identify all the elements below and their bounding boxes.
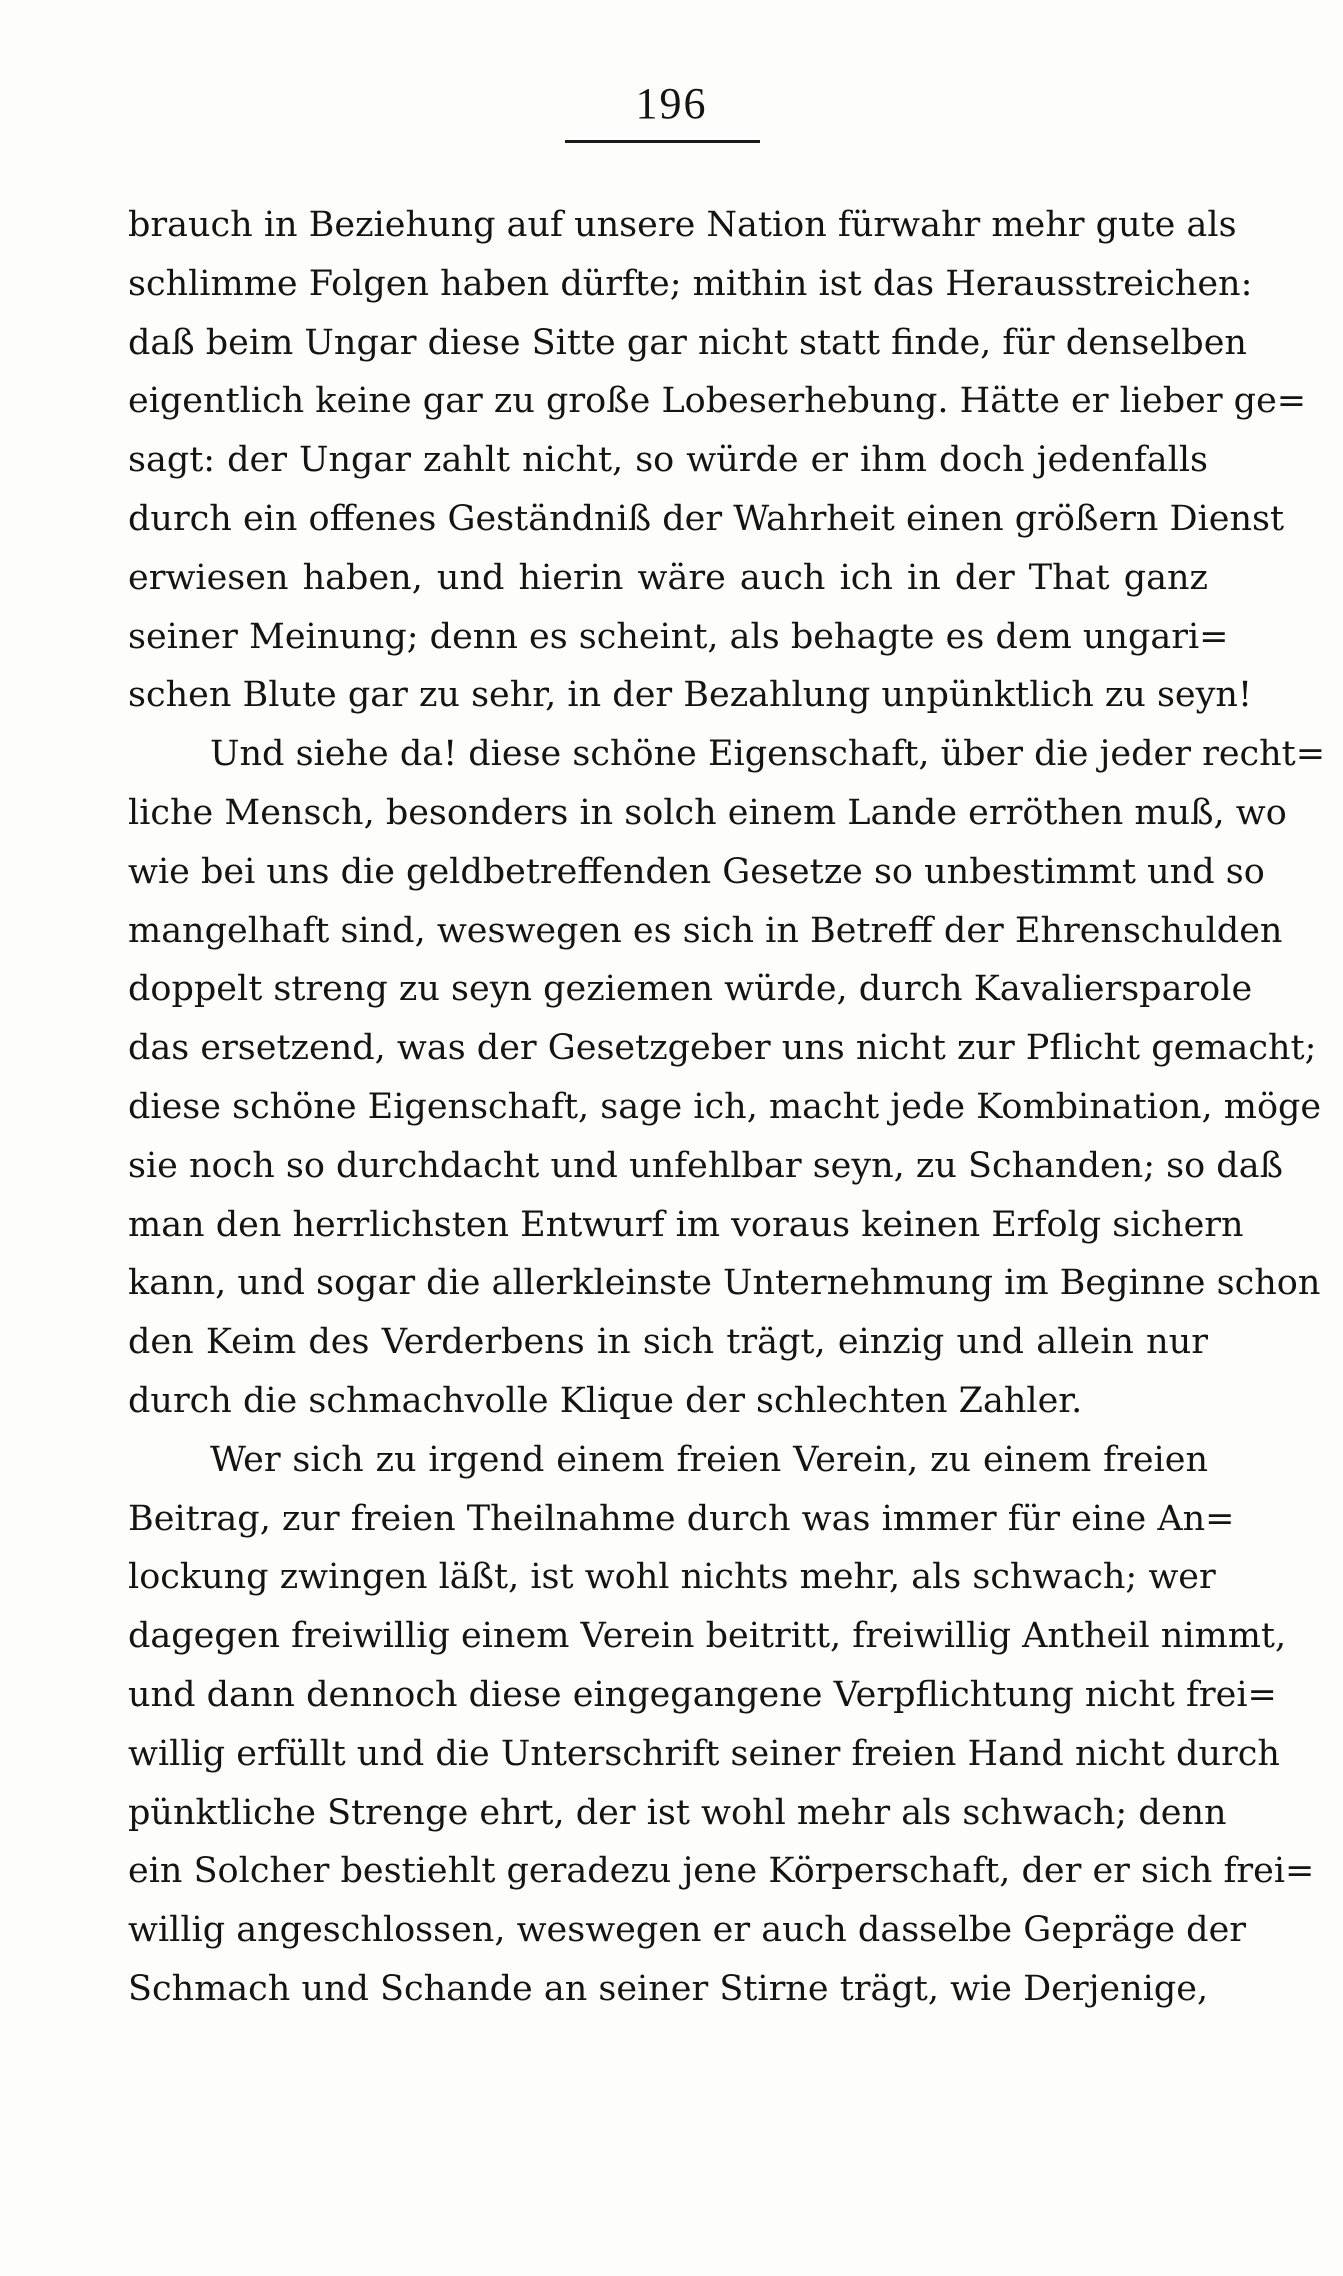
text-line: durch die schmachvolle Klique der schlechten Zahler.	[128, 1380, 1083, 1421]
text-line: doppelt streng zu seyn geziemen würde, durch Kavaliersparole	[128, 969, 1253, 1010]
text-line: lockung zwingen läßt, ist wohl nichts mehr, als schwach; wer	[128, 1557, 1216, 1598]
text-line: Und siehe da! diese schöne Eigenschaft, über die jeder recht=	[210, 734, 1326, 775]
text-line: schen Blute gar zu sehr, in der Bezahlung unpünktlich zu seyn!	[128, 675, 1253, 716]
text-line: dagegen freiwillig einem Verein beitritt, freiwillig Antheil nimmt,	[128, 1616, 1287, 1657]
text-line: schlimme Folgen haben dürfte; mithin ist das Herausstreichen:	[128, 263, 1253, 304]
text-line: brauch in Beziehung auf unsere Nation fürwahr mehr gute als	[128, 205, 1237, 245]
text-line: und dann dennoch diese eingegangene Verpflichtung nicht frei=	[128, 1674, 1277, 1715]
text-line: Schmach und Schande an seiner Stirne trägt, wie Derjenige,	[128, 1968, 1209, 2009]
text-line: Beitrag, zur freien Theilnahme durch was immer für eine An=	[128, 1498, 1235, 1539]
text-line: sagt: der Ungar zahlt nicht, so würde er ihm doch jedenfalls	[128, 440, 1208, 481]
text-line: ein Solcher bestiehlt geradezu jene Körperschaft, der er sich frei=	[128, 1851, 1315, 1892]
text-line: willig angeschlossen, weswegen er auch dasselbe Gepräge der	[128, 1910, 1247, 1951]
text-line: mangelhaft sind, weswegen es sich in Betreff der Ehrenschulden	[128, 910, 1283, 951]
text-line: durch ein offenes Geständniß der Wahrheit einen größern Dienst	[128, 498, 1285, 539]
text-line: daß beim Ungar diese Sitte gar nicht statt finde, für denselben	[128, 322, 1247, 363]
text-line: seiner Meinung; denn es scheint, als behagte es dem ungari=	[128, 616, 1229, 657]
text-line: diese schöne Eigenschaft, sage ich, macht jede Kombination, möge	[128, 1086, 1322, 1127]
text-line: den Keim des Verderbens in sich trägt, einzig und allein nur	[128, 1322, 1208, 1363]
text-line: Wer sich zu irgend einem freien Verein, zu einem freien	[210, 1439, 1208, 1480]
text-line: kann, und sogar die allerkleinste Unternehmung im Beginne schon	[128, 1263, 1321, 1304]
text-line: erwiesen haben, und hierin wäre auch ich in der That ganz	[128, 557, 1208, 598]
header-rule	[565, 140, 760, 143]
text-line: pünktliche Strenge ehrt, der ist wohl mehr als schwach; denn	[128, 1792, 1227, 1833]
page-number: 196	[635, 79, 708, 128]
text-line: willig erfüllt und die Unterschrift seiner freien Hand nicht durch	[128, 1733, 1280, 1774]
text-line: eigentlich keine gar zu große Lobeserhebung. Hätte er lieber ge=	[128, 381, 1307, 422]
text-line: das ersetzend, was der Gesetzgeber uns nicht zur Pflicht gemacht;	[128, 1028, 1317, 1069]
text-line: wie bei uns die geldbetreffenden Gesetze so unbestimmt und so	[128, 851, 1265, 892]
text-line: liche Mensch, besonders in solch einem Lande erröthen muß, wo	[128, 792, 1287, 833]
body-text	[128, 196, 1326, 2019]
text-line: sie noch so durchdacht und unfehlbar seyn, zu Schanden; so daß	[128, 1145, 1283, 1186]
text-line: man den herrlichsten Entwurf im voraus keinen Erfolg sichern	[128, 1204, 1244, 1245]
